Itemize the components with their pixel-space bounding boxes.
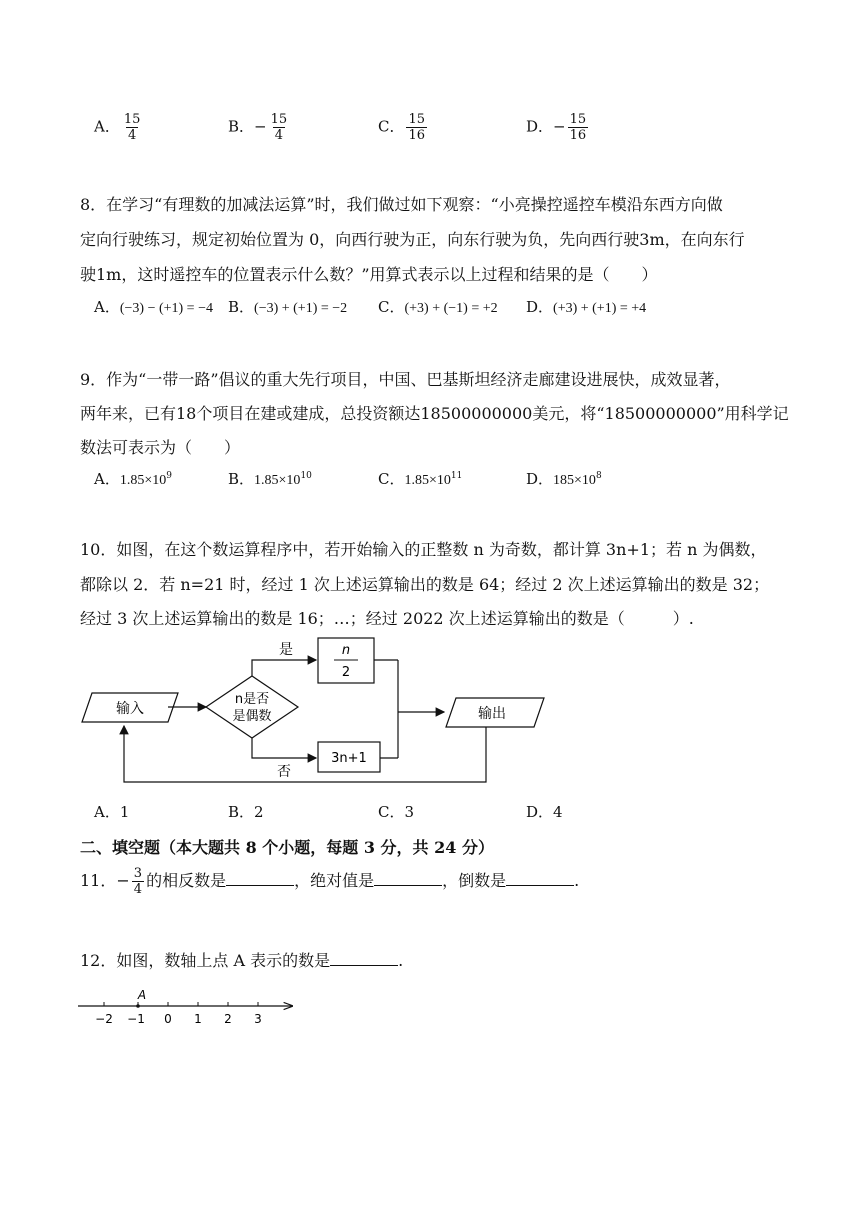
q9-text-line: 9．作为“一带一路”倡议的重大先行项目，中国、巴基斯坦经济走廊建设进展快，成效显著， [80,370,731,389]
question-12: 12．如图，数轴上点 A 表示的数是 . [80,951,404,970]
q7-option-a[interactable]: A． $\frac{15}{4}$ [94,112,141,143]
q7-option-d[interactable]: D．− $\frac{15}{16}$ [526,112,587,143]
q8-text-line: 驶1m，这时遥控车的位置表示什么数？”用算式表示以上过程和结果的是（ ） [80,265,658,284]
tick-label: 1 [194,1012,202,1026]
answer-blank[interactable] [226,871,294,886]
q10-text-line: 都除以 2．若 n=21 时，经过 1 次上述运算输出的数是 64；经过 2 次上述运算输出的数是 32； [80,575,770,594]
fraction: $\frac{15}{16}$ [569,112,587,143]
output-label: 输出 [478,706,506,722]
tick-label: 2 [224,1012,232,1026]
question-11: 11．− $\frac{3}{4}$ 的相反数是 ，绝对值是 ，倒数是 . [80,866,580,897]
q10-text-line: 10．如图，在这个数运算程序中，若开始输入的正整数 n 为奇数，都计算 3n+1；若 n 为偶数， [80,540,767,559]
tick-label: 3 [254,1012,262,1026]
q8-option-c[interactable]: C．(+3) + (−1) = +2 [378,298,498,316]
tick-label: −1 [127,1012,145,1026]
q8-option-a[interactable]: A．(−3) − (+1) = −4 [94,298,213,316]
tick-label: −2 [95,1012,113,1026]
tick-label: 0 [164,1012,172,1026]
q9-option-a[interactable]: A．$1.85\times 10^9$ [94,470,172,488]
q8-text-line: 8．在学习“有理数的加减法运算”时，我们做过如下观察：“小亮操控遥控车模沿东西方向做 [80,195,723,214]
q10-option-a[interactable]: A．1 [94,803,130,821]
q9-option-c[interactable]: C．$1.85\times 10^{11}$ [378,470,463,488]
fraction: $\frac{15}{4}$ [123,112,141,143]
answer-blank[interactable] [330,951,398,966]
q8-option-b[interactable]: B．(−3) + (+1) = −2 [228,298,348,316]
no-label: 否 [277,764,291,780]
q9-text-line: 数法可表示为（ ） [80,438,241,457]
odd-expr: 3n+1 [331,751,367,766]
q10-option-d[interactable]: D．4 [526,803,563,821]
q10-text-line: 经过 3 次上述运算输出的数是 16；…；经过 2022 次上述运算输出的数是（ ）. [80,609,694,628]
fraction: $\frac{15}{4}$ [270,112,288,143]
q7-option-b[interactable]: B．− $\frac{15}{4}$ [228,112,288,143]
even-numerator: n [341,643,351,658]
fraction: $\frac{15}{16}$ [408,112,426,143]
q8-option-d[interactable]: D．(+3) + (+1) = +4 [526,298,647,316]
fraction: $\frac{3}{4}$ [133,866,143,897]
q9-text-line: 两年来，已有18个项目在建或建成，总投资额达18500000000美元，将“18500000000”用科学记 [80,404,789,423]
flowchart [0,630,860,795]
point-a-label: A [137,988,147,1002]
point-a [136,1004,140,1008]
q8-text-line: 定向行驶练习，规定初始位置为 0，向西行驶为正，向东行驶为负，先向西行驶3m，在向东行 [80,230,745,249]
q9-option-b[interactable]: B．$1.85\times 10^{10}$ [228,470,312,488]
q9-option-d[interactable]: D．$185\times 10^8$ [526,470,602,488]
decision-diamond [206,676,298,738]
input-label: 输入 [116,701,144,717]
section-title: 二、填空题（本大题共 8 个小题，每题 3 分，共 24 分） [80,838,494,857]
decision-line1: n是否 [234,692,270,707]
even-denominator: 2 [341,665,351,680]
q10-option-b[interactable]: B．2 [228,803,264,821]
yes-label: 是 [279,642,293,658]
number-line [74,984,304,1028]
answer-blank[interactable] [506,871,574,886]
answer-blank[interactable] [374,871,442,886]
q10-option-c[interactable]: C．3 [378,803,415,821]
decision-line2: 是偶数 [232,709,272,724]
q7-option-c[interactable]: C． $\frac{15}{16}$ [378,112,426,143]
